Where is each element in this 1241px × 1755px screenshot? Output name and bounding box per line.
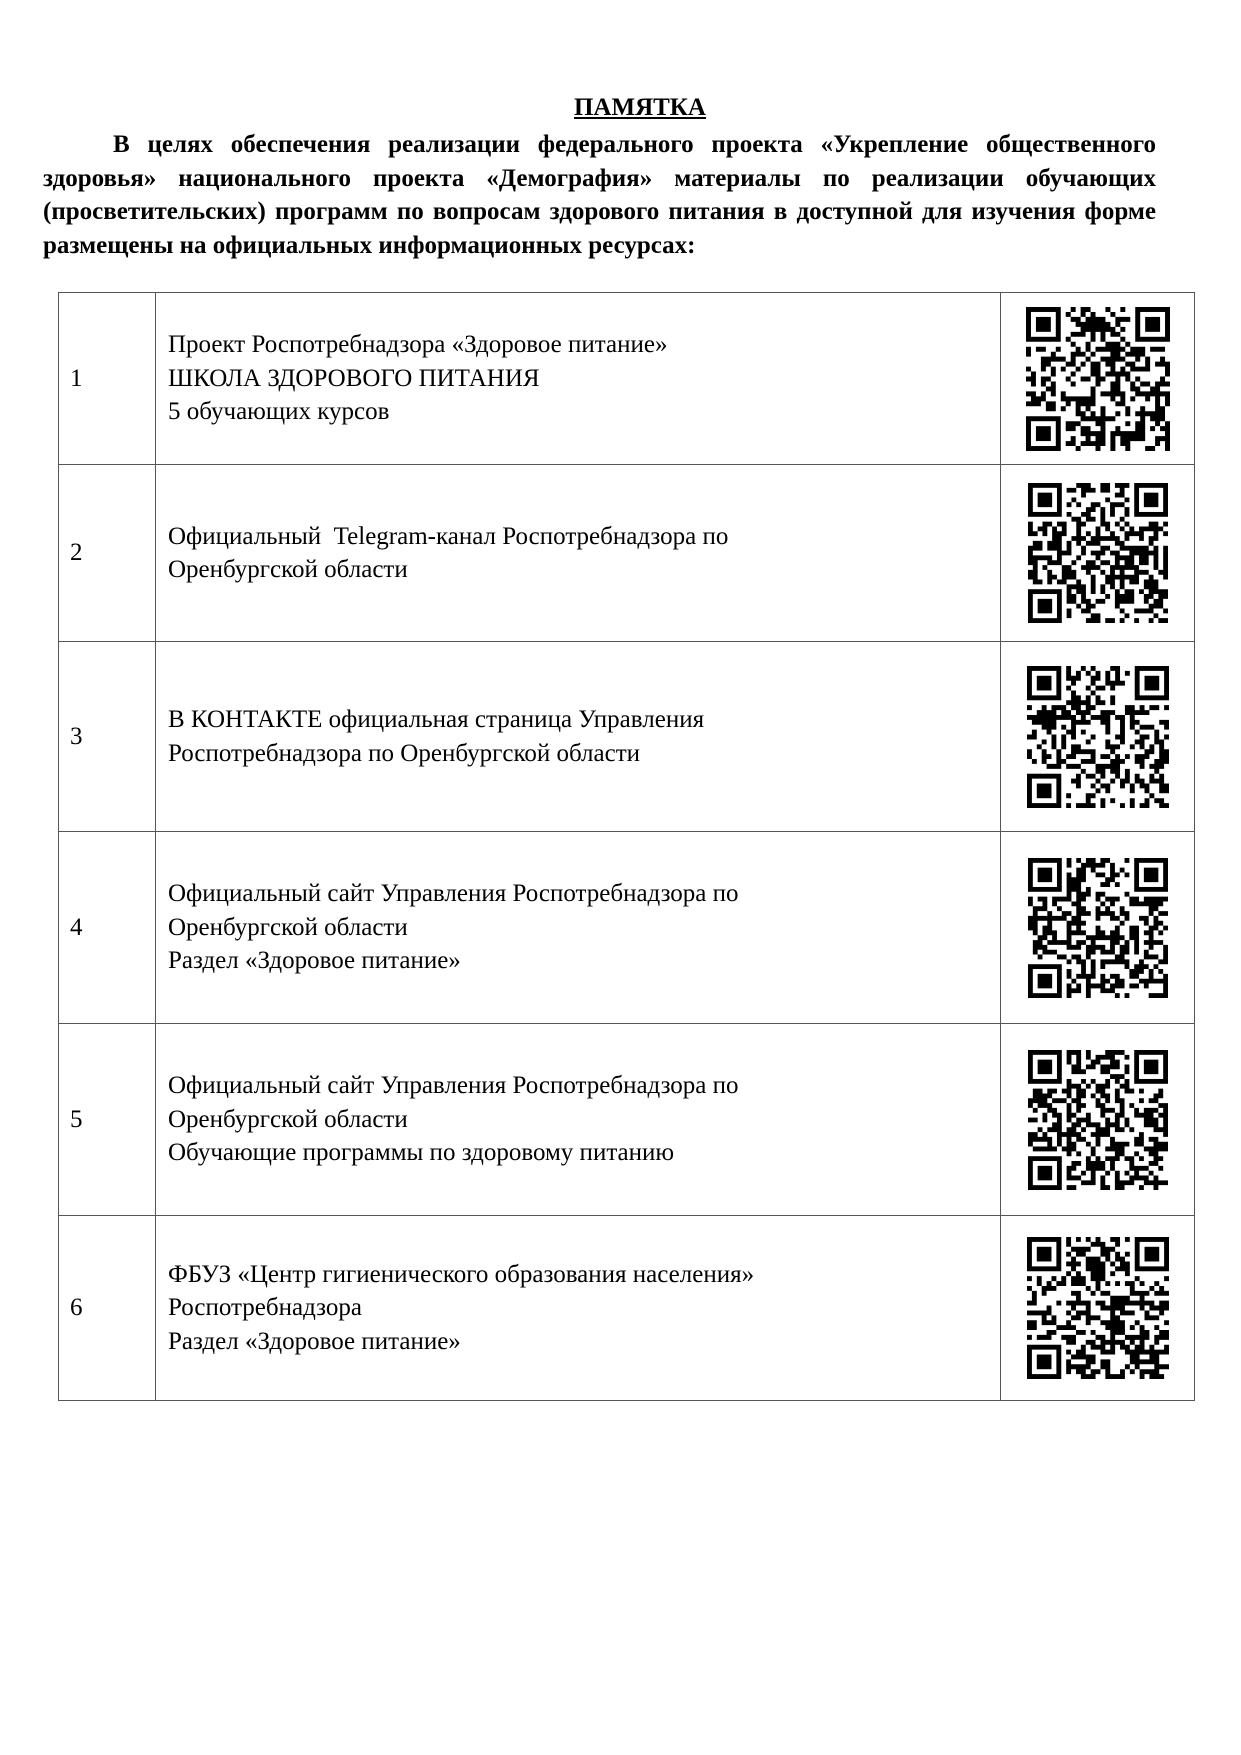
- qr-code-icon[interactable]: [1002, 307, 1193, 451]
- resource-description: [156, 465, 1001, 642]
- resource-description: [156, 832, 1001, 1024]
- row-number: 3: [59, 642, 156, 832]
- qr-code-icon[interactable]: [1002, 858, 1193, 998]
- description-line: Оренбургской области: [168, 1105, 408, 1133]
- qr-code-icon[interactable]: [1002, 1050, 1193, 1190]
- description-line: Официальный сайт Управления Роспотребнадзора по: [168, 880, 739, 908]
- intro-paragraph: В целях обеспечения реализации федерального проекта «Укрепление общественного здоровья» национального проекта «Демография» материалы по реализации обучающих (просветительских) программ по вопросам здорового питания в доступной для изучения форме размещены на официальных информационных ресурсах:: [43, 131, 1156, 259]
- row-number: 2: [59, 465, 156, 642]
- description-line: Оренбургской области: [168, 556, 408, 583]
- description-line: Оренбургской области: [168, 913, 408, 941]
- qr-cell: [1001, 293, 1195, 465]
- table-row: [59, 293, 1195, 465]
- document-title: ПАМЯТКА: [573, 94, 706, 121]
- table-row: [59, 1024, 1195, 1216]
- description-line: Раздел «Здоровое питание»: [168, 947, 461, 975]
- resource-description: [156, 293, 1001, 465]
- resource-description: [156, 1024, 1001, 1216]
- qr-cell: [1001, 832, 1195, 1024]
- description-line: Роспотребнадзора по Оренбургской области: [168, 739, 641, 767]
- row-number: 1: [59, 293, 156, 465]
- qr-code-icon[interactable]: [1002, 666, 1193, 808]
- row-number: 4: [59, 832, 156, 1024]
- qr-code-icon[interactable]: [1002, 1237, 1193, 1379]
- table-row: [59, 1216, 1195, 1401]
- table-row: [59, 832, 1195, 1024]
- description-line: Официальный Telegram-канал Роспотребнадзора по: [168, 522, 729, 550]
- qr-cell: [1001, 1024, 1195, 1216]
- table-row: [59, 465, 1195, 642]
- description-line: ФБУЗ «Центр гигиенического образования населения»: [168, 1260, 755, 1288]
- description-line: Официальный сайт Управления Роспотребнадзора по: [168, 1072, 739, 1100]
- description-line: 5 обучающих курсов: [168, 398, 390, 426]
- description-line: ШКОЛА ЗДОРОВОГО ПИТАНИЯ: [168, 364, 540, 392]
- row-number: 6: [59, 1216, 156, 1401]
- row-number: 5: [59, 1024, 156, 1216]
- resources-table: [58, 292, 1195, 1401]
- resource-description: [156, 1216, 1001, 1401]
- description-line: Роспотребнадзора: [168, 1294, 362, 1322]
- qr-cell: [1001, 1216, 1195, 1401]
- description-line: Обучающие программы по здоровому питанию: [168, 1139, 675, 1167]
- qr-code-icon[interactable]: [1002, 483, 1193, 623]
- qr-cell: [1001, 465, 1195, 642]
- qr-cell: [1001, 642, 1195, 832]
- description-line: В КОНТАКТЕ официальная страница Управления: [168, 706, 705, 733]
- description-line: Проект Роспотребнадзора «Здоровое питание»: [168, 331, 668, 359]
- resource-description: [156, 642, 1001, 832]
- description-line: Раздел «Здоровое питание»: [168, 1327, 461, 1355]
- table-row: [59, 642, 1195, 832]
